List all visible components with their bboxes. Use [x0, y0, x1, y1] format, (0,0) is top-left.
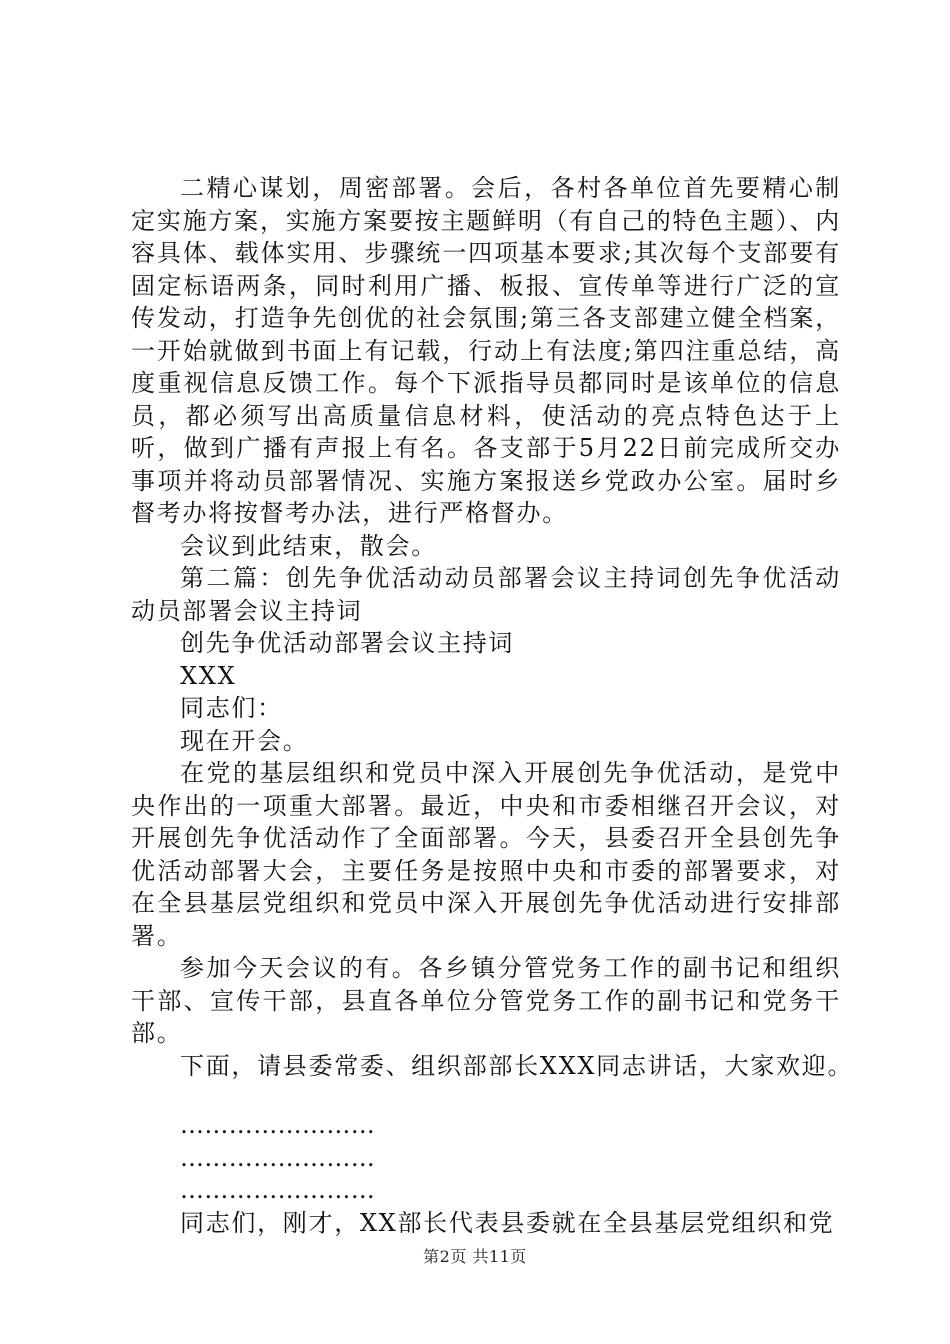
ellipsis-line: …………………… [180, 1111, 376, 1139]
line-author: XXX [180, 661, 237, 690]
ellipsis-line: …………………… [180, 1143, 376, 1172]
paragraph-attendees: 参加今天会议的有。各乡镇分管党务工作的副书记和组织干部、宣传干部，县直各单位分管党务工作的副书记和党务干部。 [131, 954, 841, 1047]
paragraph-planning: 二精心谋划，周密部署。会后，各村各单位首先要精心制定实施方案，实施方案要按主题鲜明（有自己的特色主题）、内容具体、载体实用、步骤统一四项基本要求;其次每个支部要有固定标语两条，同时利用广播、板报、宣传单等进行广泛的宣传发动，打造争先创优的社会氛围;第三各支部建立健全档案，一开始就做到书面上有记载，行动上有法度;第四注重总结，高度重视信息反馈工作。每个下派指导员都同时是该单位的信息员，都必须写出高质量信息材料，使活动的亮点特色达于上听，做到广播有声报上有名。各支部于5月22日前完成所交办事项并将动员部署情况、实施方案报送乡党政办公室。届时乡督考办将按督考办法，进行严格督办。 [131, 174, 841, 527]
line-opening: 现在开会。 [180, 726, 309, 755]
line-heading: 创先争优活动部署会议主持词 [180, 629, 515, 657]
ellipsis-line: …………………… [180, 1176, 376, 1204]
spacer [131, 1082, 841, 1109]
paragraph-section-two-title: 第二篇：创先争优活动动员部署会议主持词创先争优活动动员部署会议主持词 [131, 564, 841, 625]
line-speaker-intro: 下面，请县委常委、组织部部长XXX同志讲话，大家欢迎。 [180, 1051, 854, 1080]
document-body [131, 172, 854, 1239]
line-salutation: 同志们： [180, 694, 283, 722]
page-number: 第2页 共11页 [423, 1247, 527, 1266]
paragraph-meeting-end: 会议到此结束，散会。 [180, 531, 437, 560]
paragraph-background: 在党的基层组织和党员中深入开展创先争优活动，是党中央作出的一项重大部署。最近，中央和市委相继召开会议，对开展创先争优活动作了全面部署。今天，县委召开全县创先争优活动部署大会，主要任务是按照中央和市委的部署要求，对在全县基层党组织和党员中深入开展创先争优活动进行安排部署。 [131, 759, 841, 950]
line-continuation: 同志们，刚才，XX部长代表县委就在全县基层党组织和党 [180, 1208, 835, 1237]
